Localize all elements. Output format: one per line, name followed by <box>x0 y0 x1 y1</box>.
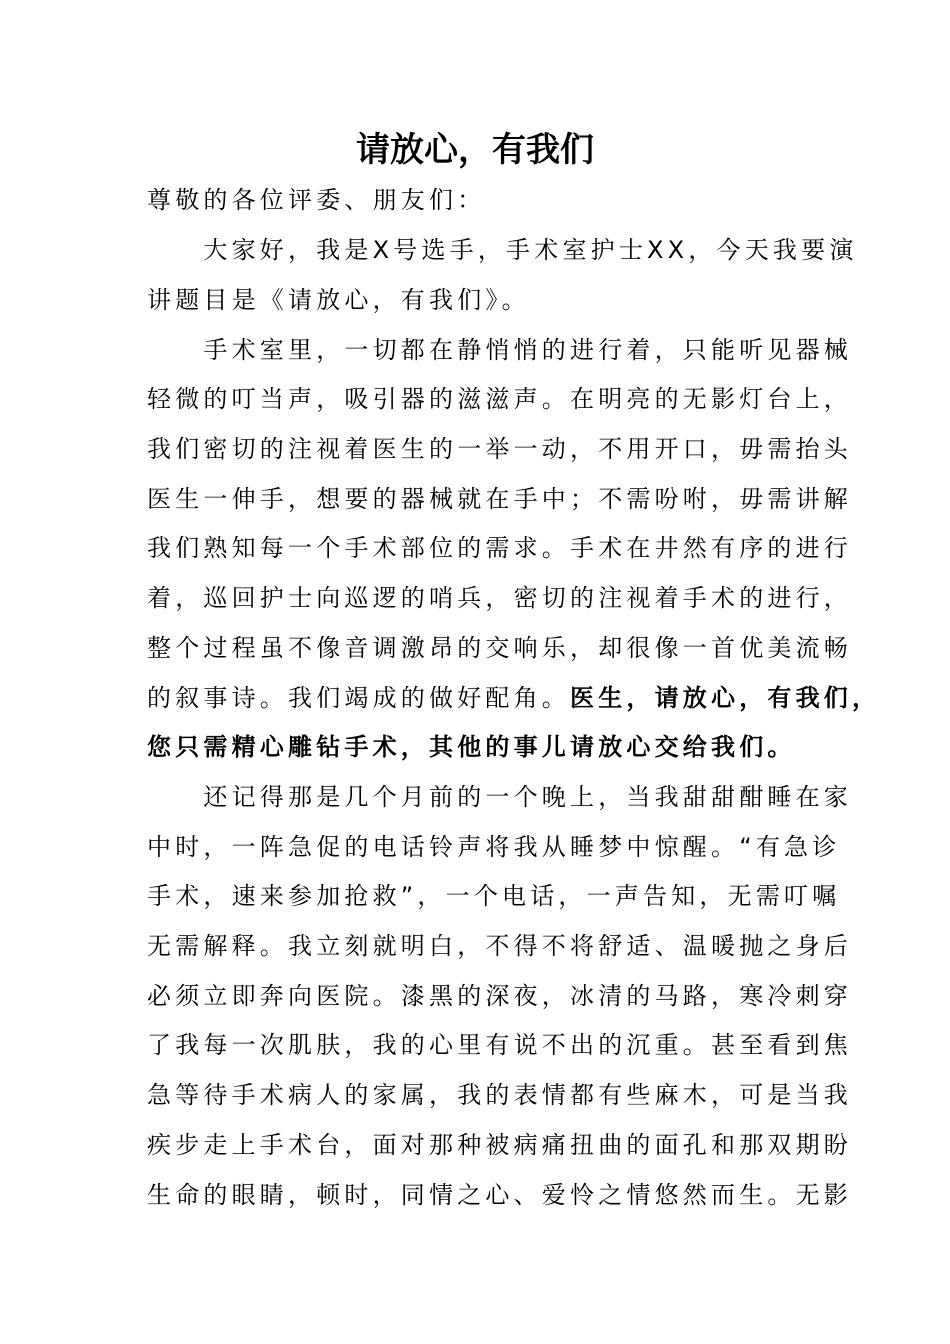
text-line-19: 疾步走上手术台，面对那种被病痛扭曲的面孔和那双期盼 <box>147 1131 852 1159</box>
text-line-10-bold: 医生，请放心，有我们， <box>570 684 881 712</box>
text-line-17: 了我每一次肌肤，我的心里有说不出的沉重。甚至看到焦 <box>147 1031 852 1059</box>
text-line-5: 我们密切的注视着医生的一举一动，不用开口，毋需抬头 <box>147 435 852 463</box>
text-line-3: 手术室里，一切都在静悄悄的进行着，只能听见器械 <box>147 336 852 364</box>
text-line-2: 讲题目是《请放心，有我们》。 <box>147 286 530 314</box>
text-line-6: 医生一伸手，想要的器械就在手中；不需吩咐，毋需讲解 <box>147 485 852 513</box>
text-line-11-bold: 您只需精心雕钻手术，其他的事儿请放心交给我们。 <box>147 733 796 761</box>
text-line-18: 急等待手术病人的家属，我的表情都有些麻木，可是当我 <box>147 1081 852 1109</box>
document-title: 请放心，有我们 <box>356 130 594 170</box>
text-line-7: 我们熟知每一个手术部位的需求。手术在井然有序的进行 <box>147 534 852 562</box>
salutation: 尊敬的各位评委、朋友们： <box>147 186 486 214</box>
text-line-14: 手术，速来参加抢救”，一个电话，一声告知，无需叮嘱 <box>147 882 841 910</box>
text-line-13: 中时，一阵急促的电话铃声将我从睡梦中惊醒。“有急诊 <box>147 833 841 861</box>
text-line-8: 着，巡回护士向巡逻的哨兵，密切的注视着手术的进行， <box>147 584 852 612</box>
text-line-20: 生命的眼睛，顿时，同情之心、爱怜之情悠然而生。无影 <box>147 1181 852 1209</box>
text-line-12: 还记得那是几个月前的一个晚上，当我甜甜酣睡在家 <box>147 783 852 811</box>
text-line-1: 大家好，我是X号选手，手术室护士XX，今天我要演 <box>147 236 858 264</box>
text-line-16: 必须立即奔向医院。漆黑的深夜，冰清的马路，寒冷刺穿 <box>147 982 852 1010</box>
text-line-4: 轻微的叮当声，吸引器的滋滋声。在明亮的无影灯台上， <box>147 385 852 413</box>
text-line-15: 无需解释。我立刻就明白，不得不将舒适、温暖抛之身后 <box>147 932 852 960</box>
text-line-10 <box>147 680 880 716</box>
text-line-10-normal: 的叙事诗。我们竭成的做好配角。 <box>147 684 570 712</box>
text-line-9: 整个过程虽不像音调激昂的交响乐，却很像一首优美流畅 <box>147 634 852 662</box>
